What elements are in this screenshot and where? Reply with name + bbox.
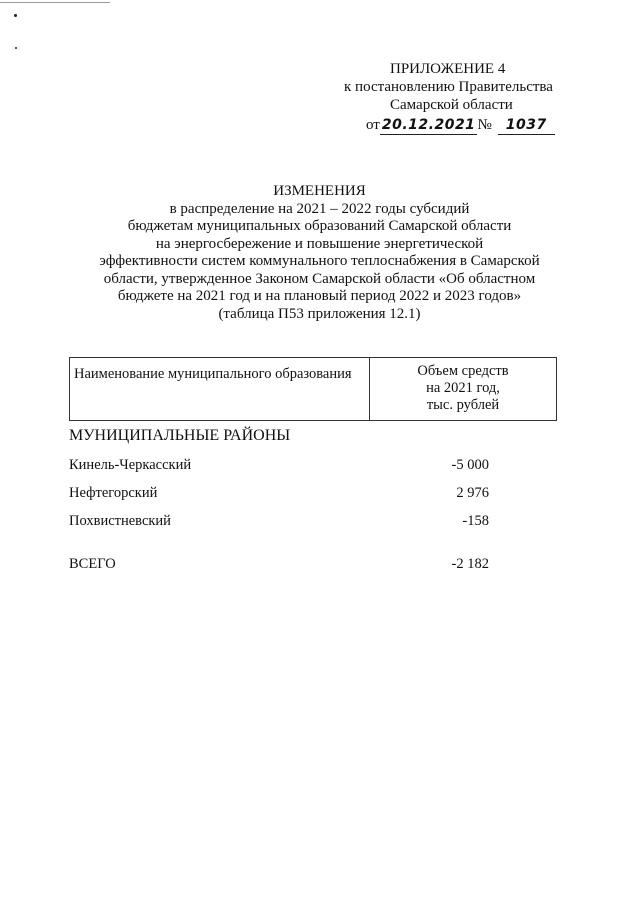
table-header-name-cell [70, 358, 370, 420]
heading-line: бюджетам муниципальных образований Самарской области [127, 218, 512, 234]
row-name: Похвистневский [69, 513, 171, 529]
appendix-title: ПРИЛОЖЕНИЕ 4 [390, 61, 506, 77]
scan-speck [15, 47, 17, 49]
handwritten-number: 1037 [498, 116, 555, 135]
heading-title: ИЗМЕНЕНИЯ [273, 183, 366, 199]
row-value: -158 [462, 513, 489, 529]
total-value: -2 182 [451, 556, 489, 572]
document-heading [0, 183, 639, 323]
row-name: Нефтегорский [69, 485, 158, 501]
total-label: ВСЕГО [69, 556, 116, 572]
number-sign: № [477, 117, 492, 133]
section-title: МУНИЦИПАЛЬНЫЕ РАЙОНЫ [69, 427, 291, 444]
appendix-date-number-line [366, 116, 555, 135]
heading-line: эффективности систем коммунального теплоснабжения в Самарской [99, 253, 540, 269]
heading-line: бюджете на 2021 год и на плановый период 2022 и 2023 годов» [117, 288, 522, 304]
row-value: -5 000 [451, 457, 489, 473]
row-value: 2 976 [456, 485, 489, 501]
heading-line: в распределение на 2021 – 2022 годы субсидий [169, 200, 470, 217]
table-header [69, 357, 557, 421]
table-header-amount-line: Объем средств [417, 363, 509, 379]
date-prefix: от [366, 117, 380, 133]
table-header-amount-line: тыс. рублей [426, 397, 500, 413]
heading-line: (таблица П53 приложения 12.1) [218, 305, 421, 322]
handwritten-date: 20.12.2021 [381, 117, 476, 133]
heading-line: области, утвержденное Законом Самарской области «Об областном [103, 270, 536, 287]
heading-line: на энергосбережение и повышение энергетической [155, 235, 484, 252]
table-header-amount-line: на 2021 год, [426, 380, 500, 396]
scan-speck [14, 14, 17, 17]
appendix-resolution-line: к постановлению Правительства [344, 79, 553, 95]
table-header-amount-cell [370, 358, 556, 420]
row-name: Кинель-Черкасский [69, 457, 192, 473]
table-header-name-label: Наименование муниципального образования [74, 366, 352, 382]
scan-speck [0, 2, 110, 3]
appendix-region-line: Самарской области [390, 97, 513, 113]
